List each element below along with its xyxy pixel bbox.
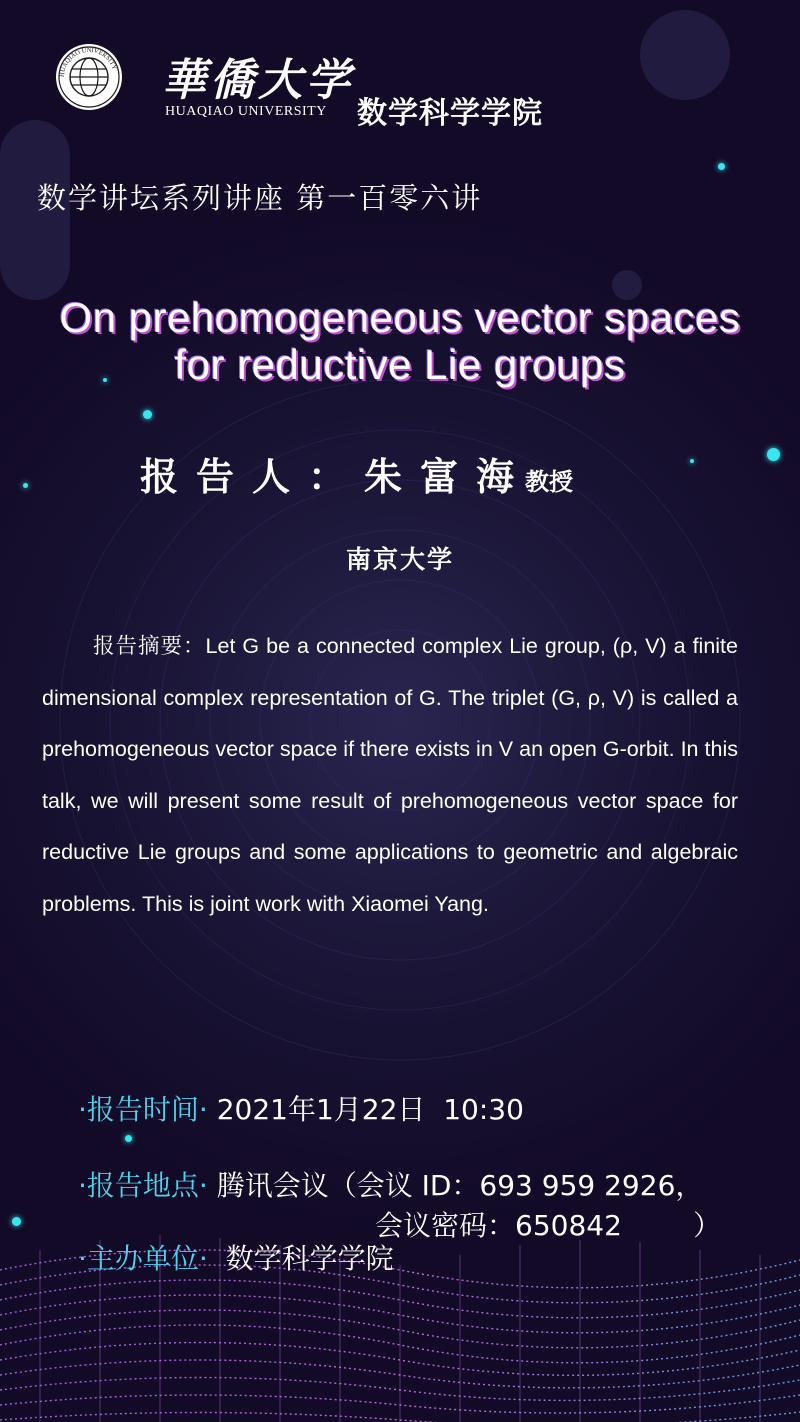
lecture-series: 数学讲坛系列讲座 第一百零六讲 [37,181,483,215]
abstract [42,621,738,930]
university-name-en: HUAQIAO UNIVERSITY [165,104,327,119]
speaker-role: 教授 [525,468,573,496]
school-name: 数学科学学院 [357,96,543,131]
place-value-2: 会议密码：650842 ） [375,1209,722,1242]
info-host [78,1237,394,1277]
talk-title-line-2: for reductive Lie groups [174,341,626,388]
info-time [78,1088,524,1128]
place-value: 腾讯会议（会议 ID：693 959 2926， [207,1169,704,1202]
sparkle-dot [718,163,725,170]
time-value: 2021年1月22日 10:30 [207,1093,524,1126]
speaker-label: 报告人： [140,455,365,499]
abstract-text: Let G be a connected complex Lie group, (ρ, V) a finite dimensional complex representation of G. The triplet (G, ρ, V) is called a prehomogeneous vector space if there exists in V an open G-orbit. In this talk, we will present some result of prehomogeneous vector space for reductive Lie groups and some applications to geometric and algebraic problems. This is joint work with Xiaomei Yang. [42,634,738,916]
sparkle-dot [143,410,152,419]
talk-title-line-1: On prehomogeneous vector spaces [59,294,741,341]
sparkle-dot [690,459,694,463]
abstract-label: 报告摘要： [92,634,206,658]
sparkle-dot [12,1217,21,1226]
sparkle-dot [125,1135,132,1142]
speaker-institution: 南京大学 [345,545,454,574]
time-label: ·报告时间· [78,1093,208,1126]
university-name-cn: 華僑大学 [162,55,354,106]
host-label: ·主办单位· [78,1242,208,1275]
sparkle-dot [23,483,28,488]
host-value: 数学科学学院 [207,1242,394,1275]
talk-title [0,294,800,388]
bg-blob [640,10,730,100]
university-logo [54,42,124,112]
sparkle-dot [767,448,780,461]
svg-text:HUAQIAO UNIVERSITY: HUAQIAO UNIVERSITY [58,47,118,78]
speaker-name: 朱富海 [364,455,533,499]
speaker [140,446,532,501]
info-place [78,1164,722,1242]
place-label: ·报告地点· [78,1169,208,1202]
